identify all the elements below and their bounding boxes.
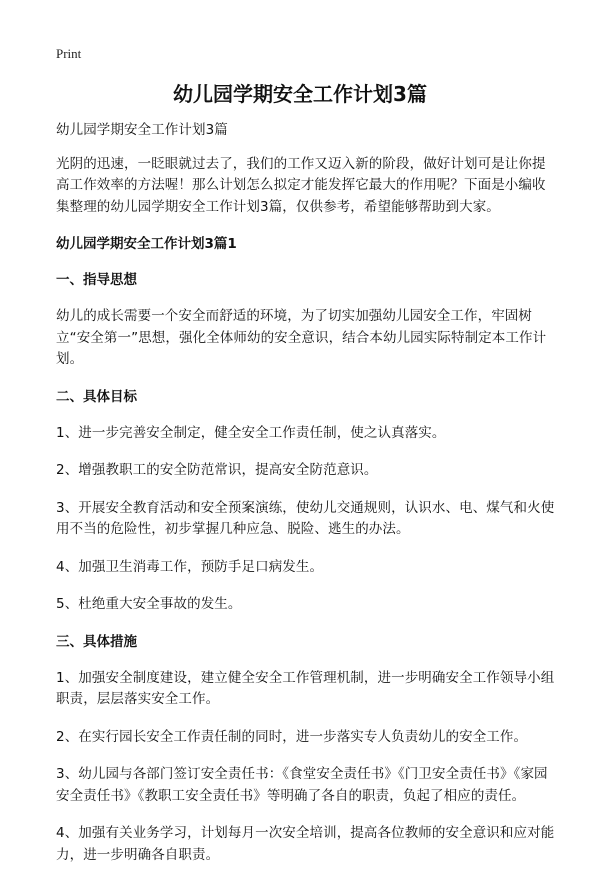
print-link[interactable]: Print <box>56 46 82 61</box>
goal-item: 4、加强卫生消毒工作，预防手足口病发生。 <box>56 558 324 575</box>
measure-item: 4、加强有关业务学习，计划每月一次安全培训，提高各位教师的安全意识和应对能力，进一步明确各自职责。 <box>56 825 555 863</box>
page-title: 幼儿园学期安全工作计划3篇 <box>173 82 427 106</box>
section-heading-measures: 三、具体措施 <box>56 633 137 650</box>
intro-paragraph: 光阴的迅速，一眨眼就过去了，我们的工作又迈入新的阶段，做好计划可是让你提高工作效率的方法喔！那么计划怎么拟定才能发挥它最大的作用呢？下面是小编收集整理的幼儿园学期安全工作计划3篇，仅供参考，希望能够帮助到大家。 <box>56 155 546 215</box>
goal-item: 2、增强教职工的安全防范常识，提高安全防范意识。 <box>56 462 378 478</box>
measure-item: 1、加强安全制度建设，建立健全安全工作管理机制，进一步明确安全工作领导小组职责，层层落实安全工作。 <box>56 669 555 707</box>
goal-item: 3、开展安全教育活动和安全预案演练，使幼儿交通规则，认识水、电、煤气和火使用不当的危险性，初步掌握几种应急、脱险、逃生的办法。 <box>56 499 555 537</box>
section-heading-guiding-idea: 一、指导思想 <box>56 272 137 288</box>
document-body <box>56 120 556 882</box>
measure-item: 3、幼儿园与各部门签订安全责任书：《食堂安全责任书》《门卫安全责任书》《家园安全责任书》《教职工安全责任书》等明确了各自的职责，负起了相应的责任。 <box>56 766 548 804</box>
measure-item: 2、在实行园长安全工作责任制的同时，进一步落实专人负责幼儿的安全工作。 <box>56 728 528 745</box>
article-heading: 幼儿园学期安全工作计划3篇1 <box>56 236 237 252</box>
goal-item: 1、进一步完善安全制定，健全安全工作责任制，使之认真落实。 <box>56 424 446 441</box>
document-subtitle: 幼儿园学期安全工作计划3篇 <box>56 122 228 138</box>
goal-item: 5、杜绝重大安全事故的发生。 <box>56 596 242 612</box>
section-paragraph: 幼儿的成长需要一个安全而舒适的环境，为了切实加强幼儿园安全工作，牢固树立“安全第一”思想，强化全体师幼的安全意识，结合本幼儿园实际特制定本工作计划。 <box>56 308 547 367</box>
section-heading-goals: 二、具体目标 <box>56 388 137 405</box>
